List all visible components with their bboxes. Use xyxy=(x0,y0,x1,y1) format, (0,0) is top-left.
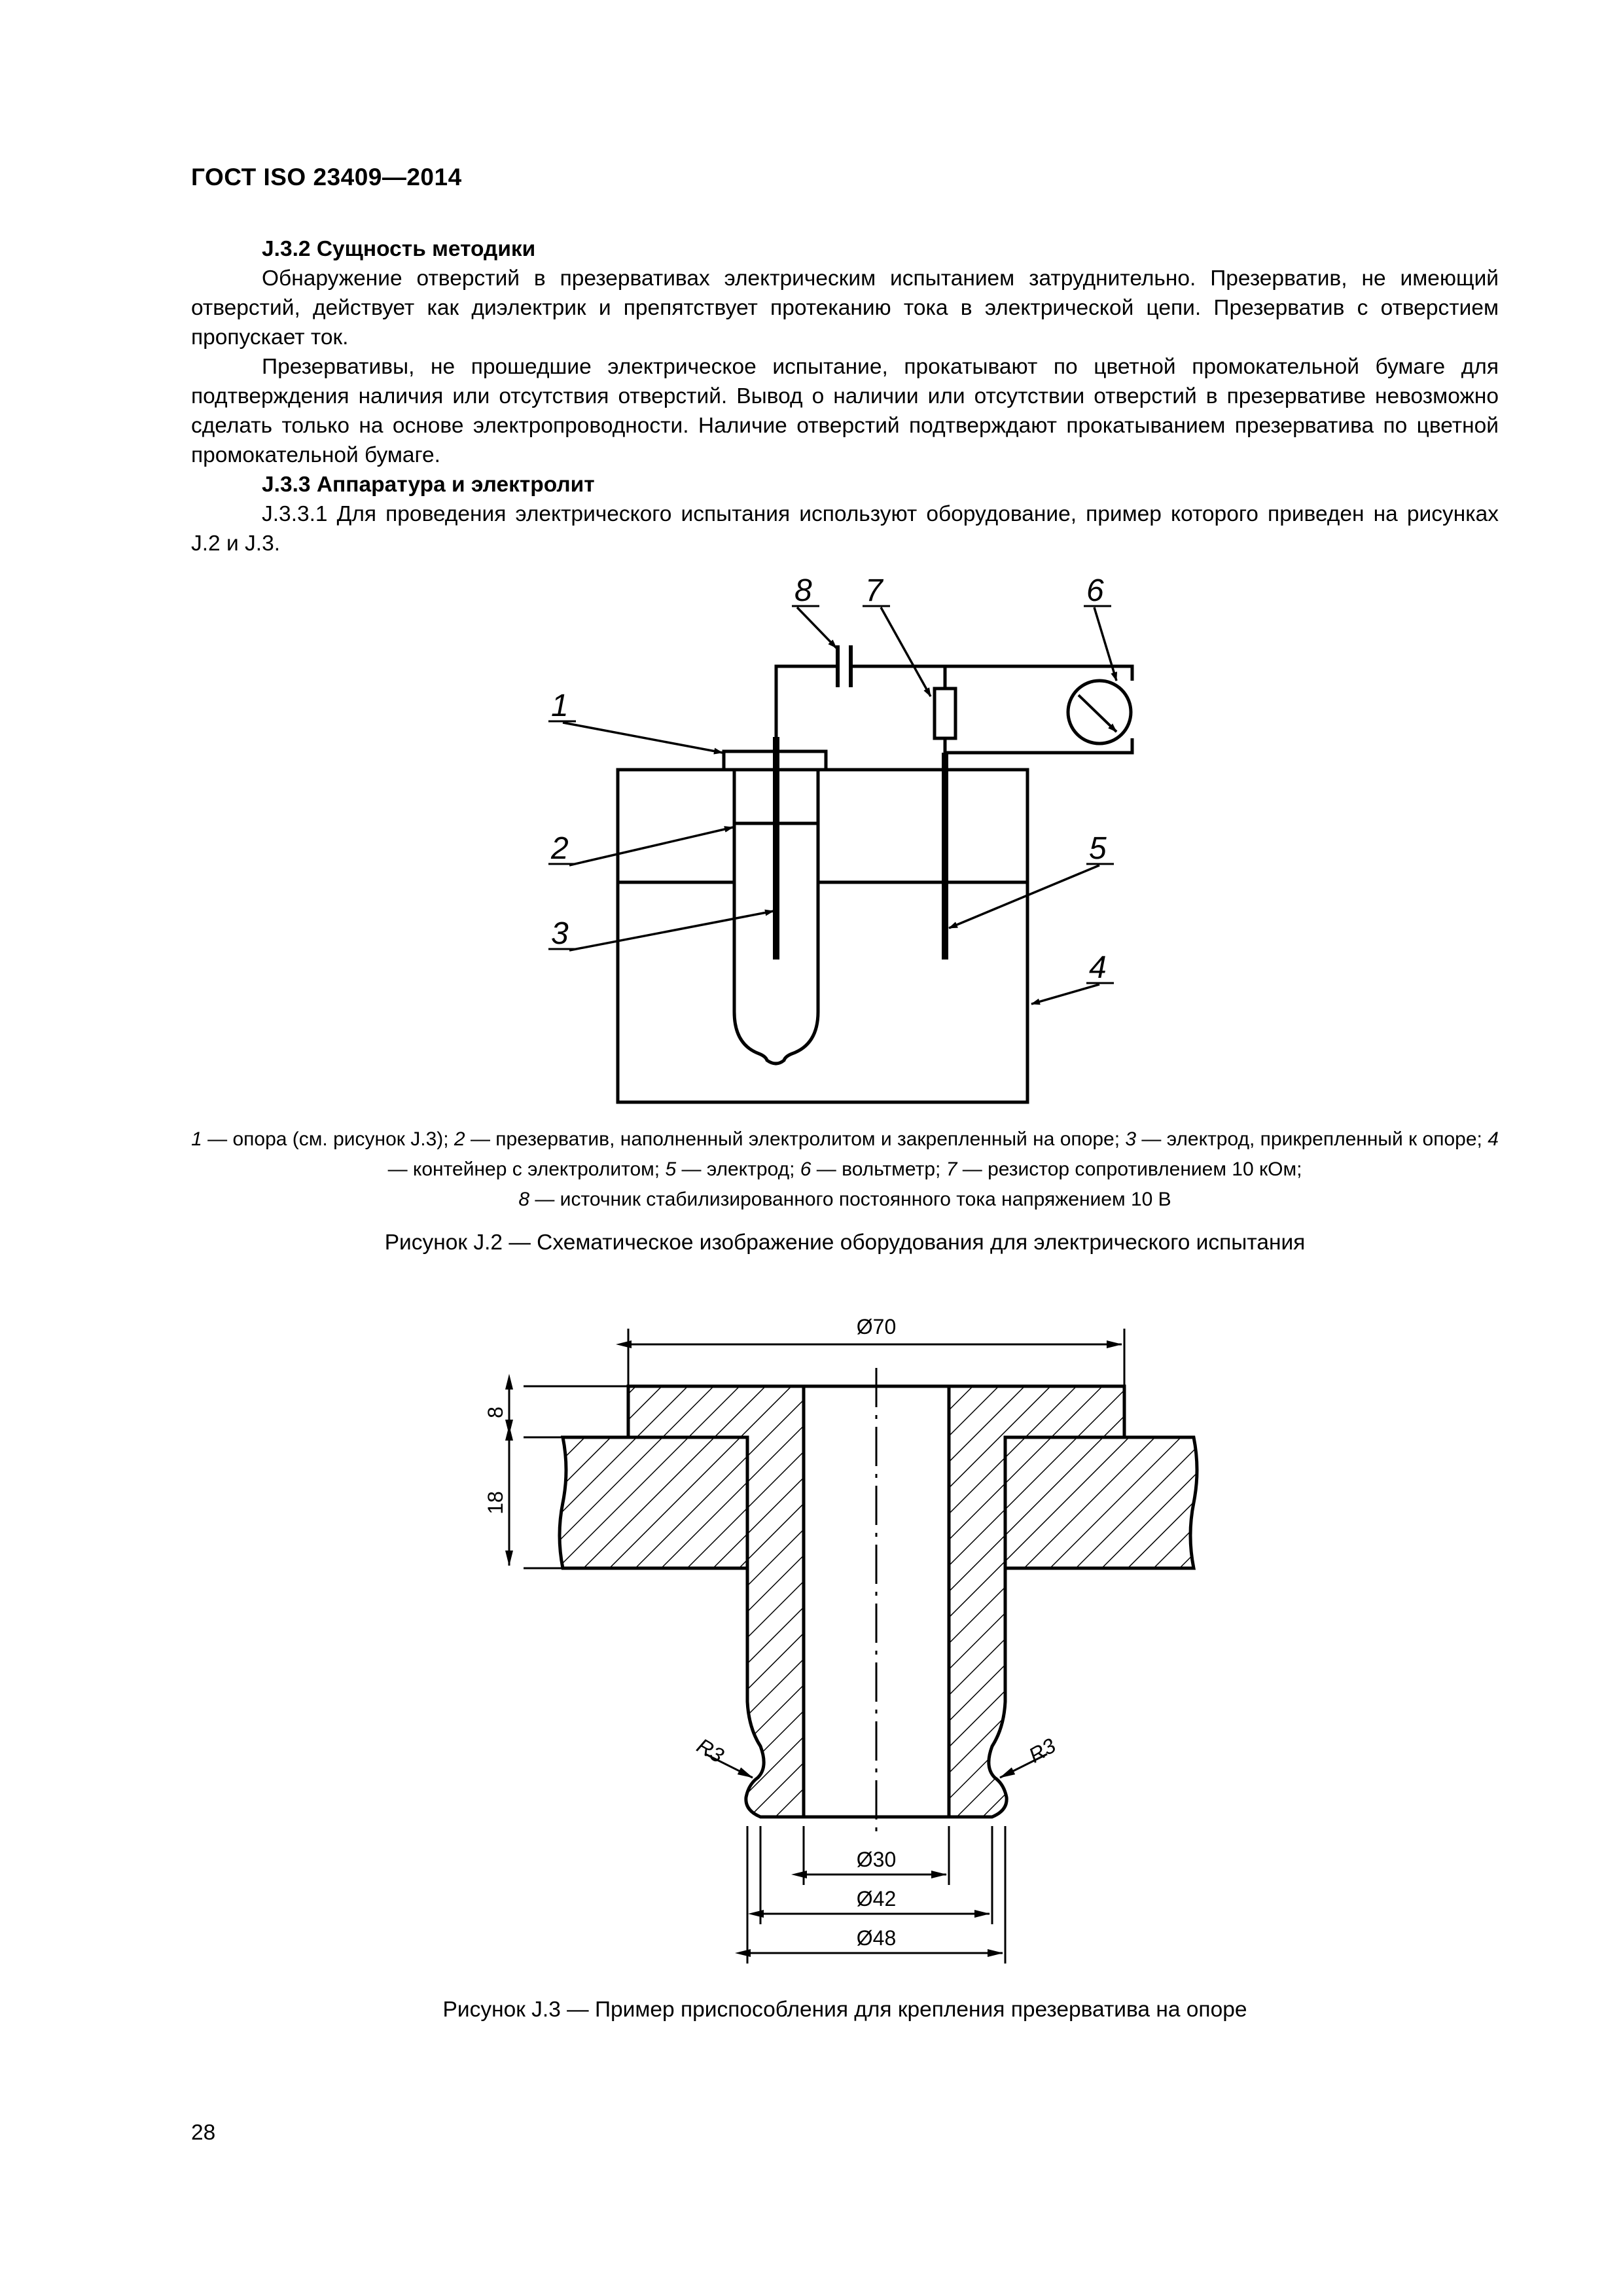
dim-diameter-48: Ø48 xyxy=(856,1926,897,1950)
legend-item-3: 3 — электрод, прикрепленный к опоре; xyxy=(1125,1128,1488,1150)
label-2: 2 xyxy=(551,831,569,866)
legend-item-1: 1 — опора (см. рисунок J.3); xyxy=(191,1128,454,1150)
document-header: ГОСТ ISO 23409—2014 xyxy=(191,164,462,190)
section-heading-j32: J.3.2 Сущность методики xyxy=(262,237,536,261)
radius-left: R3 xyxy=(692,1733,728,1768)
legend-item-6: 6 — вольтметр; xyxy=(800,1158,946,1180)
label-7: 7 xyxy=(865,573,883,608)
container-box xyxy=(618,770,1027,1102)
label-1: 1 xyxy=(551,689,569,723)
legend-item-2: 2 — презерватив, наполненный электролитом и закрепленный на опоре; xyxy=(454,1128,1126,1150)
dim-8: 8 xyxy=(484,1407,507,1418)
label-5: 5 xyxy=(1089,831,1107,866)
dim-diameter-70: Ø70 xyxy=(856,1315,897,1338)
label-8: 8 xyxy=(794,573,812,608)
radius-right: R3 xyxy=(1024,1733,1060,1768)
figure-j2-caption: Рисунок J.2 — Схематическое изображение оборудования для электрического испытания xyxy=(384,1230,1306,1255)
dim-18: 18 xyxy=(484,1491,507,1515)
figure-j3-caption: Рисунок J.3 — Пример приспособления для крепления презерватива на опоре xyxy=(442,1998,1247,2022)
figure-j3-drawing xyxy=(0,1283,1623,2003)
label-6: 6 xyxy=(1086,573,1104,608)
legend-item-4: 4 — контейнер с электролитом; xyxy=(387,1128,1499,1180)
paragraph-1: Обнаружение отверстий в презервативах электрическим испытанием затруднительно. Презерватив, не имеющий отверстий, действует как диэлектрик и препятствует протеканию тока в электрической цепи. Презерватив с отверстием пропускает ток. xyxy=(191,266,1499,350)
figure-j2-schematic xyxy=(0,0,1623,1126)
paragraph-2: Презервативы, не прошедшие электрическое испытание, прокатывают по цветной промокательной бумаге для подтверждения наличия или отсутствия отверстий. Вывод о наличии или отсутствии отверстий в презервативе невозможно сделать только на основе электропроводности. Наличие отверстий подтверждают прокатыванием презерватива по цветной промокательной бумаге. xyxy=(191,355,1499,467)
base-plate-left xyxy=(560,1437,747,1568)
resistor-7 xyxy=(935,689,955,738)
figure-j2-legend xyxy=(191,1124,1499,1215)
section-heading-j33: J.3.3 Аппаратура и электролит xyxy=(262,473,595,497)
label-4: 4 xyxy=(1089,950,1107,985)
label-3: 3 xyxy=(551,916,569,951)
legend-item-5: 5 — электрод; xyxy=(665,1158,800,1180)
voltmeter-6 xyxy=(1068,681,1131,744)
dim-diameter-30: Ø30 xyxy=(856,1848,897,1871)
dim-diameter-42: Ø42 xyxy=(856,1887,897,1910)
base-plate-right xyxy=(1005,1437,1197,1568)
legend-item-7: 7 — резистор сопротивлением 10 кОм; xyxy=(946,1158,1302,1180)
page-number: 28 xyxy=(191,2121,216,2145)
legend-item-8: 8 — источник стабилизированного постоянного тока напряжением 10 В xyxy=(518,1189,1171,1210)
paragraph-3: J.3.3.1 Для проведения электрического испытания используют оборудование, пример которого приведен на рисунках J.2 и J.3. xyxy=(191,502,1499,556)
